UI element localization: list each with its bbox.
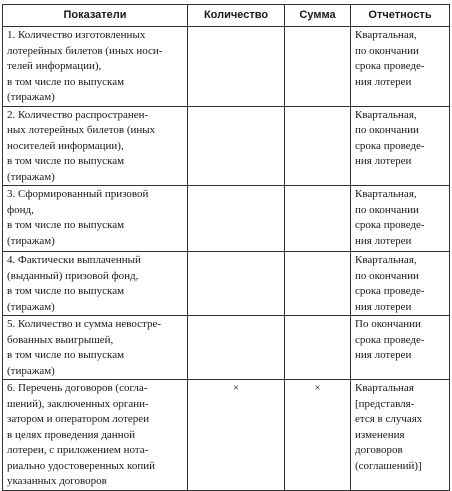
reporting-cell: Квартальная, по окончании срока проведе- ния лотереи — [351, 252, 450, 316]
table-row — [3, 186, 450, 252]
reporting-cell: Квартальная, по окончании срока проведе- ния лотереи — [351, 106, 450, 186]
header-indicators: Показатели — [3, 5, 188, 27]
table-row — [3, 106, 450, 186]
table-row — [3, 27, 450, 107]
indicator-cell: 2. Количество распространен- ных лотерейных билетов (иных носителей информации), в том числе по выпускам (тиражам) — [3, 106, 188, 186]
reporting-cell: Квартальная, по окончании срока проведе- ния лотереи — [351, 186, 450, 252]
sum-cell — [285, 316, 351, 380]
sum-cell — [285, 252, 351, 316]
header-quantity: Количество — [188, 5, 285, 27]
indicator-cell: 6. Перечень договоров (согла- шений), заключенных органи- затором и оператором лотереи в целях проведения данной лотереи, с приложением нота- риально удостоверенных копий указанных договоров — [3, 380, 188, 491]
quantity-cell: × — [188, 380, 285, 491]
quantity-cell — [188, 106, 285, 186]
header-sum: Сумма — [285, 5, 351, 27]
header-reporting: Отчетность — [351, 5, 450, 27]
indicator-cell: 5. Количество и сумма невостре- бованных выигрышей, в том числе по выпускам (тиражам) — [3, 316, 188, 380]
reporting-cell: Квартальная [представля- ется в случаях изменения договоров (соглашений)] — [351, 380, 450, 491]
header-row — [3, 5, 450, 27]
indicator-cell: 1. Количество изготовленных лотерейных билетов (иных носи- телей информации), в том числе по выпускам (тиражам) — [3, 27, 188, 107]
indicator-cell: 3. Сформированный призовой фонд, в том числе по выпускам (тиражам) — [3, 186, 188, 252]
table-row — [3, 316, 450, 380]
sum-cell — [285, 186, 351, 252]
sum-cell — [285, 106, 351, 186]
sum-cell: × — [285, 380, 351, 491]
quantity-cell — [188, 186, 285, 252]
indicator-cell: 4. Фактически выплаченный (выданный) призовой фонд, в том числе по выпускам (тиражам) — [3, 252, 188, 316]
report-table — [2, 4, 450, 491]
table-row — [3, 380, 450, 491]
reporting-cell: По окончании срока проведе- ния лотереи — [351, 316, 450, 380]
quantity-cell — [188, 252, 285, 316]
quantity-cell — [188, 27, 285, 107]
quantity-cell — [188, 316, 285, 380]
reporting-cell: Квартальная, по окончании срока проведе- ния лотереи — [351, 27, 450, 107]
table-row — [3, 252, 450, 316]
sum-cell — [285, 27, 351, 107]
